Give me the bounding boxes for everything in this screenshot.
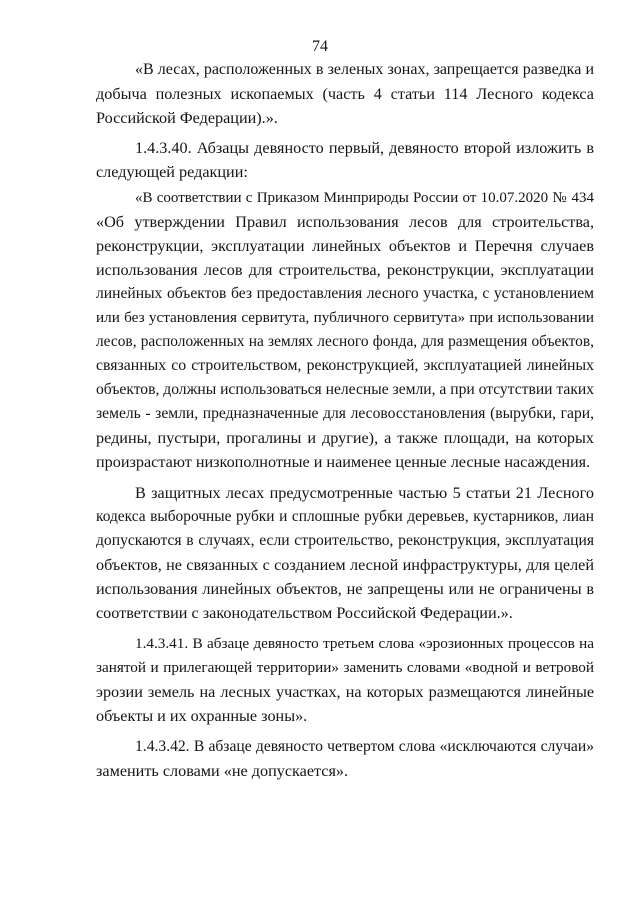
text-line: связанных со строительством, реконструкцией, эксплуатацией линейных xyxy=(96,357,594,374)
text-line: редины, пустыри, прогалины и другие), а также площади, на которых xyxy=(96,429,594,447)
text-line: Российской Федерации).». xyxy=(96,109,278,127)
text-line: лесов, расположенных на землях лесного фонда, для размещения объектов, xyxy=(96,333,594,350)
text-line: объектов, не связанных с созданием лесной инфраструктуры, для целей xyxy=(96,556,594,574)
page-number: 74 xyxy=(312,38,328,55)
text-line: «В лесах, расположенных в зеленых зонах, запрещается разведка и xyxy=(135,61,594,78)
text-line: допускаются в случаях, если строительство, реконструкция, эксплуатация xyxy=(96,532,594,549)
text-line: добыча полезных ископаемых (часть 4 статьи 114 Лесного кодекса xyxy=(96,85,594,103)
text-line: 1.4.3.40. Абзацы девяносто первый, девяносто второй изложить в xyxy=(135,139,594,157)
text-line: 1.4.3.41. В абзаце девяносто третьем слова «эрозионных процессов на xyxy=(135,635,594,652)
text-line: земель - земли, предназначенные для лесовосстановления (вырубки, гари, xyxy=(96,405,594,422)
text-line: использования лесов для строительства, реконструкции, эксплуатации xyxy=(96,261,594,279)
text-line: использования линейных объектов, не запрещены или не ограничены в xyxy=(96,580,594,598)
text-line: линейных объектов без предоставления лесного участка, с установлением xyxy=(96,285,594,302)
text-line: 1.4.3.42. В абзаце девяносто четвертом слова «исключаются случаи» xyxy=(135,738,594,755)
text-line: заменить словами «не допускается». xyxy=(96,762,349,780)
text-line: «В соответствии с Приказом Минприроды России от 10.07.2020 № 434 xyxy=(135,190,594,206)
text-line: кодекса выборочные рубки и сплошные рубки деревьев, кустарников, лиан xyxy=(96,508,594,525)
text-line: следующей редакции: xyxy=(96,163,248,181)
text-line: реконструкции, эксплуатации линейных объектов и Перечня случаев xyxy=(96,237,594,255)
text-line: «Об утверждении Правил использования лесов для строительства, xyxy=(96,213,594,231)
text-line: объектов, должны использоваться нелесные земли, а при отсутствии таких xyxy=(96,381,595,398)
text-line: соответствии с законодательством Российской Федерации.». xyxy=(96,604,513,622)
text-line: произрастают низкополнотные и наименее ценные лесные насаждения. xyxy=(96,453,591,471)
text-line: объекты и их охранные зоны». xyxy=(96,707,308,725)
text-line: эрозии земель на лесных участках, на которых размещаются линейные xyxy=(96,683,594,701)
text-line: или без установления сервитута, публичного сервитута» при использовании xyxy=(96,309,594,326)
text-line: занятой и прилегающей территории» заменить словами «водной и ветровой xyxy=(96,659,594,676)
text-line: В защитных лесах предусмотренные частью 5 статьи 21 Лесного xyxy=(135,484,594,502)
